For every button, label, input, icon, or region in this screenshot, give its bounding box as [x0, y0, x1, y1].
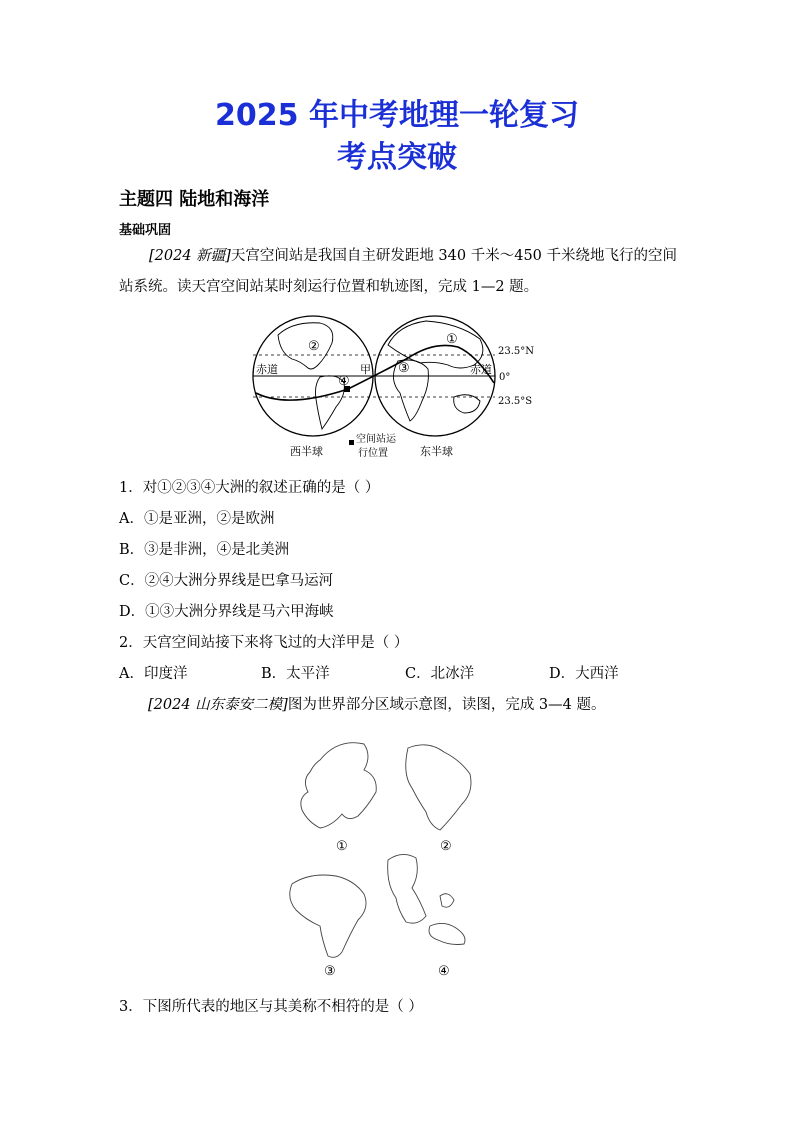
region-4-southeast-asia-outline [388, 854, 426, 923]
equator-label-left: 赤道 [256, 363, 278, 376]
marker-2: ② [308, 339, 320, 354]
marker-3: ③ [398, 361, 410, 376]
lat-23s-label: 23.5°S [498, 396, 533, 407]
q2-option-d: D．大西洋 [549, 666, 619, 682]
legend-line-2: 行位置 [358, 448, 388, 459]
east-hemisphere-caption: 东半球 [420, 445, 453, 458]
region-label-3: ③ [324, 964, 336, 979]
region-label-4: ④ [438, 964, 450, 979]
question-3-stem: 3．下图所代表的地区与其美称不相符的是（ ） [119, 999, 423, 1015]
page-title: 2025 年中考地理一轮复习 [215, 98, 579, 133]
topic-heading: 主题四 陆地和海洋 [119, 189, 270, 210]
marker-4: ④ [338, 374, 350, 389]
region-4-islands-outline [429, 894, 465, 945]
question-2-stem: 2．天宫空间站接下来将飞过的大洋甲是（ ） [119, 635, 409, 651]
region-2-middle-east-outline [406, 745, 471, 830]
region-1-europe-outline [301, 743, 376, 828]
intro-paragraph-1 [119, 241, 679, 303]
west-hemisphere-caption: 西半球 [290, 445, 323, 458]
source-tag: [2024 新疆] [149, 248, 231, 264]
q1-option-c: C．②④大洲分界线是巴拿马运河 [119, 573, 334, 589]
lat-0-label: 0° [499, 372, 511, 383]
legend-marker [349, 440, 354, 445]
region-label-2: ② [440, 839, 452, 854]
regions-figure [280, 730, 480, 980]
q1-option-a: A．①是亚洲，②是欧洲 [119, 511, 275, 527]
lat-23n-label: 23.5°N [498, 346, 535, 357]
question-1-stem: 1．对①②③④大洲的叙述正确的是（ ） [119, 480, 380, 496]
q2-option-b: B．太平洋 [261, 666, 330, 682]
equator-label-right: 赤道 [470, 363, 492, 376]
source-tag-2: [2024 山东泰安二模] [148, 697, 288, 713]
hemispheres-map [248, 313, 548, 463]
q1-option-b: B．③是非洲，④是北美洲 [119, 542, 290, 558]
q2-option-a: A．印度洋 [119, 666, 188, 682]
region-label-1: ① [336, 839, 348, 854]
page-subtitle: 考点突破 [337, 140, 457, 175]
q2-option-c: C．北冰洋 [405, 666, 475, 682]
marker-1: ① [446, 332, 458, 347]
subheading: 基础巩固 [119, 223, 172, 238]
intro-text: 天宫空间站是我国自主研发距地 340 千米～450 千米绕地飞行的空间站系统。读天宫空间站某时刻运行位置和轨迹图，完成 1—2 题。 [119, 248, 678, 295]
q1-option-d: D．①③大洲分界线是马六甲海峡 [119, 604, 334, 620]
intro-paragraph-2 [148, 695, 606, 715]
intro-text-2: 图为世界部分区域示意图，读图，完成 3—4 题。 [287, 697, 606, 713]
region-3-africa-outline [290, 875, 366, 957]
legend-line-1: 空间站运 [356, 434, 396, 445]
ocean-jia-label: 甲 [360, 363, 371, 376]
